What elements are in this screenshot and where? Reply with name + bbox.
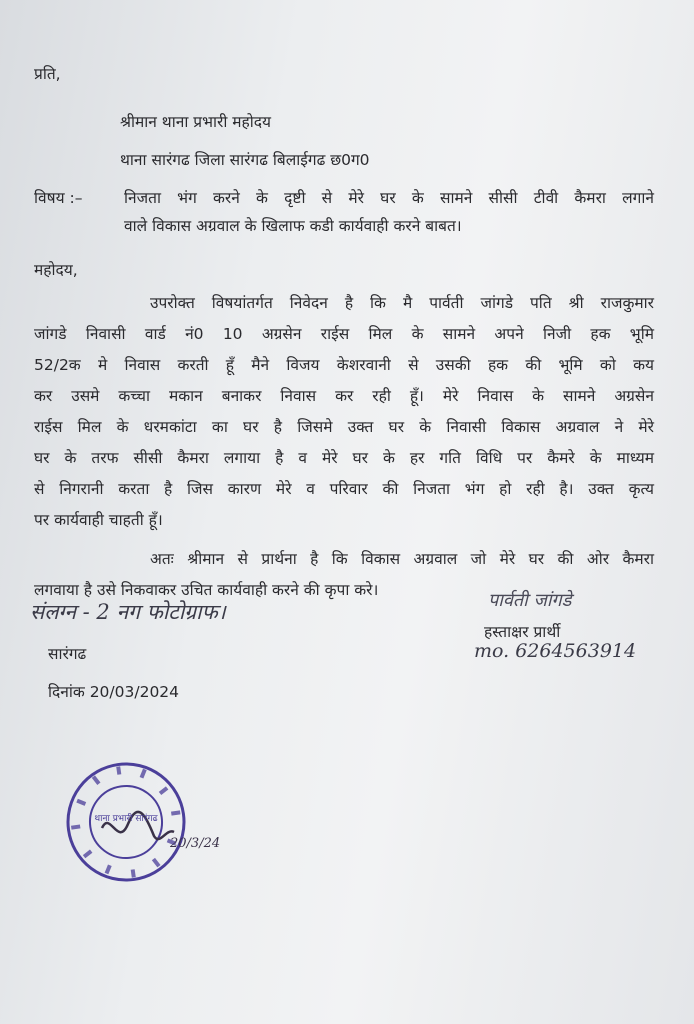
recipient-address: थाना सारंगढ जिला सारंगढ बिलाईगढ छ0ग0	[120, 151, 370, 169]
subject-line-2: वाले विकास अग्रवाल के खिलाफ कडी कार्यवाही करने बाबत।	[124, 217, 462, 235]
para1-line: घर के तरफ सीसी कैमरा लगाया है व मेरे घर के हर गति विधि पर कैमरे के माध्यम	[34, 449, 654, 467]
subject-label: विषय :–	[34, 189, 83, 207]
salutation: महोदय,	[34, 261, 78, 279]
para1-line: राईस मिल के धरमकांटा का घर है जिसमे उक्त घर के निवासी विकास अग्रवाल ने मेरे	[34, 418, 654, 436]
para1-line: से निगरानी करता है जिस कारण मेरे व परिवार की निजता भंग हो रही है। उक्त कृत्य	[34, 480, 654, 498]
stamp-date: 20/3/24	[170, 836, 221, 851]
signature: पार्वती जांगडे	[488, 590, 572, 611]
subject-line-1: निजता भंग करने के दृष्टी से मेरे घर के सामने सीसी टीवी कैमरा लगाने	[124, 189, 654, 207]
date-line: दिनांक 20/03/2024	[48, 683, 180, 701]
para2-line: लगवाया है उसे निकवाकर उचित कार्यवाही करने की कृपा करे।	[34, 581, 379, 599]
para1-line: पर कार्यवाही चाहती हूँ।	[34, 511, 163, 529]
para2-line: अतः श्रीमान से प्रार्थना है कि विकास अग्रवाल जो मेरे घर की ओर कैमरा	[150, 550, 654, 568]
para1-line: 52/2क मे निवास करती हूँ मैने विजय केशरवानी से उसकी हक की भूमि को कय	[34, 356, 654, 374]
recipient-title: श्रीमान थाना प्रभारी महोदय	[120, 113, 272, 131]
to-line: प्रति,	[34, 65, 61, 83]
para1-line: उपरोक्त विषयांतर्गत निवेदन है कि मै पार्वती जांगडे पति श्री राजकुमार	[150, 294, 654, 312]
police-stamp	[62, 758, 232, 892]
mobile-number: mo. 6264563914	[474, 640, 637, 662]
signature-label: हस्ताक्षर प्रार्थी	[484, 623, 561, 641]
stamp-label: थाना प्रभारी सारंगढ	[94, 814, 158, 824]
para1-line: जांगडे निवासी वार्ड नं0 10 अग्रसेन राईस मिल के सामने अपने निजी हक भूमि	[34, 325, 654, 343]
para1-line: कर उसमे कच्चा मकान बनाकर निवास कर रही हूँ। मेरे निवास के सामने अग्रसेन	[34, 387, 654, 405]
enclosure-note: संलग्न - 2 नग फोटोग्राफ।	[30, 600, 226, 624]
place: सारंगढ	[48, 645, 87, 663]
